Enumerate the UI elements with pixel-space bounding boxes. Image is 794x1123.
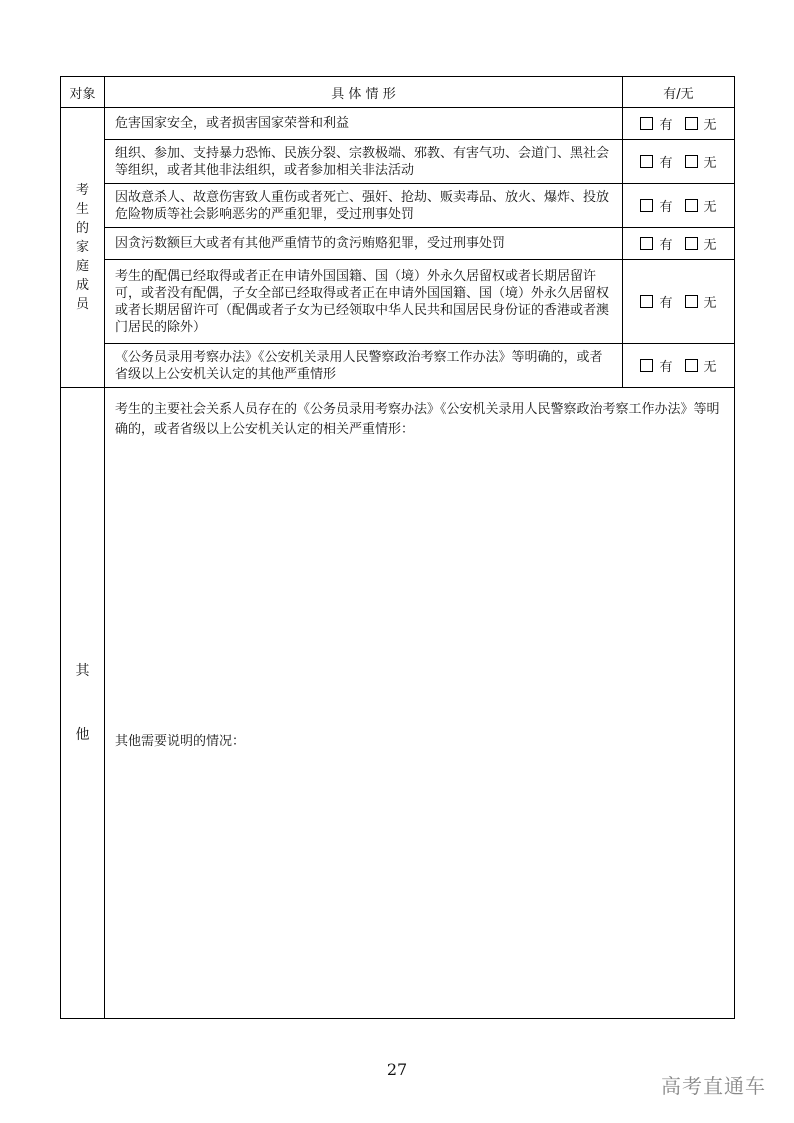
family-section-label: 考 生 的 家 庭 成 员 [61, 108, 105, 388]
option-no[interactable]: 无 [685, 234, 717, 253]
option-yes[interactable]: 有 [640, 152, 672, 171]
situation-text: 因贪污数额巨大或者有其他严重情节的贪污贿赂犯罪，受过刑事处罚 [105, 228, 623, 260]
checkbox-no[interactable] [685, 155, 698, 168]
checkbox-no[interactable] [685, 199, 698, 212]
checkbox-yes[interactable] [640, 237, 653, 250]
other-notes-prompt: 其他需要说明的情况： [115, 734, 246, 749]
page-number: 27 [386, 1060, 408, 1079]
family-row-3 [61, 184, 735, 228]
yes-no-options [623, 108, 735, 140]
family-row-1 [61, 108, 735, 140]
checkbox-yes[interactable] [640, 199, 653, 212]
yes-no-options [623, 228, 735, 260]
situation-text: 考生的配偶已经取得或者正在申请外国国籍、国（境）外永久居留权或者长期居留许可，或者没有配偶，子女全部已经取得或者正在申请外国国籍、国（境）外永久居留权或者长期居留许可（配偶或者子女为已经领取中华人民共和国居民身份证的香港或者澳门居民的除外） [105, 260, 623, 344]
family-row-5 [61, 260, 735, 344]
checkbox-yes[interactable] [640, 155, 653, 168]
review-form-table [60, 76, 735, 1019]
yes-no-options [623, 184, 735, 228]
family-row-4 [61, 228, 735, 260]
option-no[interactable]: 无 [685, 196, 717, 215]
checkbox-yes[interactable] [640, 359, 653, 372]
option-no[interactable]: 无 [685, 152, 717, 171]
header-yes-no: 有/无 [623, 77, 735, 108]
checkbox-yes[interactable] [640, 117, 653, 130]
family-row-2 [61, 140, 735, 184]
option-yes[interactable]: 有 [640, 234, 672, 253]
situation-text: 危害国家安全，或者损害国家荣誉和利益 [105, 108, 623, 140]
checkbox-no[interactable] [685, 237, 698, 250]
situation-text: 因故意杀人、故意伤害致人重伤或者死亡、强奸、抢劫、贩卖毒品、放火、爆炸、投放危险物质等社会影响恶劣的严重犯罪，受过刑事处罚 [105, 184, 623, 228]
checkbox-no[interactable] [685, 359, 698, 372]
checkbox-no[interactable] [685, 295, 698, 308]
option-yes[interactable]: 有 [640, 292, 672, 311]
header-row [61, 77, 735, 108]
checkbox-yes[interactable] [640, 295, 653, 308]
option-yes[interactable]: 有 [640, 114, 672, 133]
option-no[interactable]: 无 [685, 114, 717, 133]
yes-no-options [623, 260, 735, 344]
header-object: 对象 [61, 77, 105, 108]
watermark: 高考直通车 [661, 1074, 766, 1098]
situation-text: 《公务员录用考察办法》《公安机关录用人民警察政治考察工作办法》等明确的，或者省级以上公安机关认定的其他严重情形 [105, 344, 623, 388]
option-no[interactable]: 无 [685, 292, 717, 311]
other-details-area[interactable] [105, 388, 735, 1019]
other-row [61, 388, 735, 1019]
yes-no-options [623, 140, 735, 184]
option-no[interactable]: 无 [685, 356, 717, 375]
option-yes[interactable]: 有 [640, 196, 672, 215]
other-relations-prompt: 考生的主要社会关系人员存在的《公务员录用考察办法》《公安机关录用人民警察政治考察工作办法》等明确的，或者省级以上公安机关认定的相关严重情形： [115, 402, 720, 437]
other-section-label: 其 他 [61, 388, 105, 1019]
checkbox-no[interactable] [685, 117, 698, 130]
family-row-6 [61, 344, 735, 388]
option-yes[interactable]: 有 [640, 356, 672, 375]
header-situation: 具 体 情 形 [105, 77, 623, 108]
yes-no-options [623, 344, 735, 388]
situation-text: 组织、参加、支持暴力恐怖、民族分裂、宗教极端、邪教、有害气功、会道门、黑社会等组织，或者其他非法组织，或者参加相关非法活动 [105, 140, 623, 184]
